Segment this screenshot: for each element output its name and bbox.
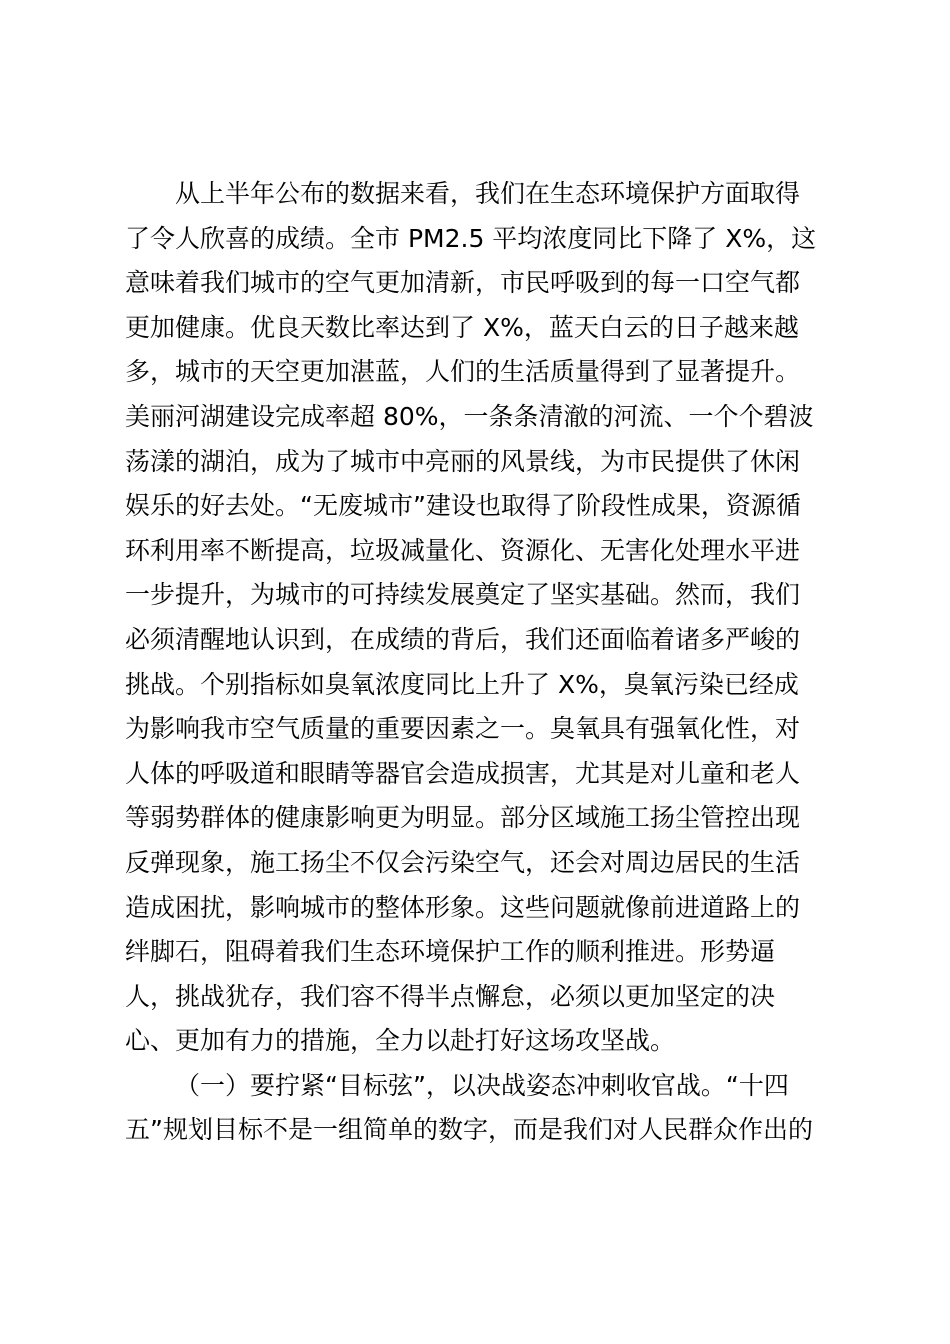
paragraph-1-line: 美丽河湖建设完成率超 80%，一条条清澈的河流、一个个碧波: [125, 401, 814, 431]
paragraph-2-line: 五”规划目标不是一组简单的数字，而是我们对人民群众作出的: [125, 1115, 813, 1145]
paragraph-1-line: 等弱势群体的健康影响更为明显。部分区域施工扬尘管控出现: [125, 803, 801, 833]
paragraph-1-line: 人，挑战犹存，我们容不得半点懈怠，必须以更加坚定的决: [125, 981, 776, 1011]
paragraph-1-line: 荡漾的湖泊，成为了城市中亮丽的风景线，为市民提供了休闲: [125, 446, 801, 476]
document-body: [0, 172, 950, 1153]
paragraph-1-line: 更加健康。优良天数比率达到了 X%，蓝天白云的日子越来越: [125, 312, 799, 342]
paragraph-1-line: 环利用率不断提高，垃圾减量化、资源化、无害化处理水平进: [125, 535, 801, 565]
paragraph-1-line: 造成困扰，影响城市的整体形象。这些问题就像前进道路上的: [125, 892, 801, 922]
paragraph-1-line: 为影响我市空气质量的重要因素之一。臭氧具有强氧化性，对: [125, 714, 801, 744]
paragraph-2-line: （一）要拧紧“目标弦”，以决战姿态冲刺收官战。“十四: [175, 1070, 789, 1100]
paragraph-1-line: 心、更加有力的措施，全力以赴打好这场攻坚战。: [125, 1026, 676, 1056]
paragraph-1-line: 了令人欣喜的成绩。全市 PM2.5 平均浓度同比下降了 X%，这: [125, 223, 817, 253]
paragraph-1-line: 娱乐的好去处。“无废城市”建设也取得了阶段性成果，资源循: [125, 491, 801, 521]
paragraph-1-line: 多，城市的天空更加湛蓝，人们的生活质量得到了显著提升。: [125, 357, 801, 387]
paragraph-1-line: 人体的呼吸道和眼睛等器官会造成损害，尤其是对儿童和老人: [125, 758, 801, 788]
paragraph-1-line: 绊脚石，阻碍着我们生态环境保护工作的顺利推进。形势逼: [125, 937, 776, 967]
paragraph-1-line: 意味着我们城市的空气更加清新，市民呼吸到的每一口空气都: [125, 268, 801, 298]
paragraph-1-line: 从上半年公布的数据来看，我们在生态环境保护方面取得: [175, 179, 801, 208]
paragraph-1-line: 一步提升，为城市的可持续发展奠定了坚实基础。然而，我们: [125, 580, 801, 610]
paragraph-1-line: 反弹现象，施工扬尘不仅会污染空气，还会对周边居民的生活: [125, 847, 801, 877]
paragraph-1-line: 挑战。个别指标如臭氧浓度同比上升了 X%，臭氧污染已经成: [125, 669, 799, 699]
paragraph-1-line: 必须清醒地认识到，在成绩的背后，我们还面临着诸多严峻的: [125, 624, 801, 654]
